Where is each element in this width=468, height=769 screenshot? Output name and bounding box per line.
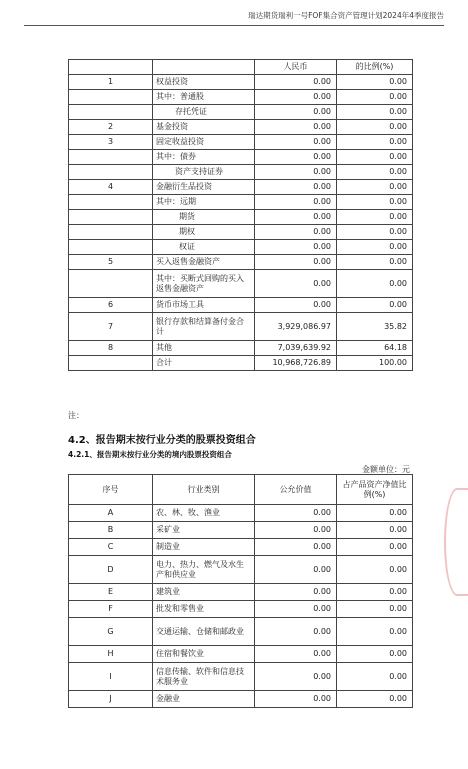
row-seq: 2 <box>69 120 153 135</box>
table-row <box>69 240 413 255</box>
row-category: 电力、热力、燃气及水生产和供应业 <box>153 556 255 584</box>
row-item: 存托凭证 <box>153 105 255 120</box>
row-ratio: 0.00 <box>337 505 413 522</box>
row-seq <box>69 105 153 120</box>
row-ratio: 0.00 <box>337 270 413 298</box>
row-seq <box>69 240 153 255</box>
table-row <box>69 556 413 584</box>
row-ratio: 0.00 <box>337 120 413 135</box>
row-seq: 7 <box>69 313 153 341</box>
table-row <box>69 180 413 195</box>
row-seq: 3 <box>69 135 153 150</box>
row-item: 基金投资 <box>153 120 255 135</box>
subsection-title: 4.2.1、报告期末按行业分类的境内股票投资组合 <box>68 450 232 459</box>
row-code: G <box>69 618 153 646</box>
row-amount: 0.00 <box>255 135 337 150</box>
row-amount: 0.00 <box>255 195 337 210</box>
row-amount: 10,968,726.89 <box>255 356 337 371</box>
row-amount: 0.00 <box>255 105 337 120</box>
row-category: 信息传输、软件和信息技术服务业 <box>153 663 255 691</box>
table-row <box>69 341 413 356</box>
row-item: 金融衍生品投资 <box>153 180 255 195</box>
row-item: 其他 <box>153 341 255 356</box>
row-category: 住宿和餐饮业 <box>153 646 255 663</box>
row-seq <box>69 150 153 165</box>
row-ratio: 0.00 <box>337 165 413 180</box>
row-ratio: 0.00 <box>337 522 413 539</box>
row-code: B <box>69 522 153 539</box>
row-amount: 0.00 <box>255 298 337 313</box>
row-ratio: 0.00 <box>337 584 413 601</box>
table-row <box>69 663 413 691</box>
row-fair-value: 0.00 <box>255 618 337 646</box>
row-item: 其中：买断式回购的买入返售金融资产 <box>153 270 255 298</box>
row-item: 期权 <box>153 225 255 240</box>
row-code: E <box>69 584 153 601</box>
row-ratio: 0.00 <box>337 255 413 270</box>
row-category: 农、林、牧、渔业 <box>153 505 255 522</box>
row-ratio: 0.00 <box>337 240 413 255</box>
row-category: 建筑业 <box>153 584 255 601</box>
row-ratio: 0.00 <box>337 90 413 105</box>
amount-unit: 金额单位：元 <box>362 465 410 474</box>
row-ratio: 0.00 <box>337 691 413 708</box>
row-seq <box>69 195 153 210</box>
row-fair-value: 0.00 <box>255 584 337 601</box>
row-category: 金融业 <box>153 691 255 708</box>
table-row <box>69 270 413 298</box>
row-seq: 5 <box>69 255 153 270</box>
header-fair-value: 公允价值 <box>255 475 337 505</box>
section-title: 4.2、报告期末按行业分类的股票投资组合 <box>68 435 256 446</box>
row-ratio: 0.00 <box>337 75 413 90</box>
row-amount: 0.00 <box>255 120 337 135</box>
row-item: 银行存款和结算备付金合计 <box>153 313 255 341</box>
table-row <box>69 120 413 135</box>
row-code: H <box>69 646 153 663</box>
row-code: A <box>69 505 153 522</box>
row-fair-value: 0.00 <box>255 601 337 618</box>
row-code: F <box>69 601 153 618</box>
seal-stamp <box>444 488 468 596</box>
row-fair-value: 0.00 <box>255 556 337 584</box>
row-seq <box>69 165 153 180</box>
table-row <box>69 539 413 556</box>
row-item: 权证 <box>153 240 255 255</box>
row-fair-value: 0.00 <box>255 646 337 663</box>
row-ratio: 0.00 <box>337 298 413 313</box>
header-item <box>153 60 255 75</box>
table-row <box>69 90 413 105</box>
report-header: 瑞达期货瑞利一号FOF集合资产管理计划2024年4季度报告 <box>248 11 444 20</box>
row-item: 其中：债券 <box>153 150 255 165</box>
table-row <box>69 150 413 165</box>
row-ratio: 0.00 <box>337 663 413 691</box>
row-fair-value: 0.00 <box>255 505 337 522</box>
row-seq: 1 <box>69 75 153 90</box>
row-item: 合计 <box>153 356 255 371</box>
table-row <box>69 105 413 120</box>
row-seq <box>69 90 153 105</box>
row-seq: 6 <box>69 298 153 313</box>
table-row <box>69 165 413 180</box>
row-amount: 0.00 <box>255 180 337 195</box>
row-seq <box>69 270 153 298</box>
asset-allocation-table <box>68 59 413 371</box>
header-divider <box>24 25 444 26</box>
header-seq <box>69 60 153 75</box>
row-code: D <box>69 556 153 584</box>
table-row <box>69 210 413 225</box>
row-ratio: 100.00 <box>337 356 413 371</box>
row-amount: 0.00 <box>255 270 337 298</box>
row-ratio: 0.00 <box>337 601 413 618</box>
row-fair-value: 0.00 <box>255 522 337 539</box>
row-item: 其中：普通股 <box>153 90 255 105</box>
table-row <box>69 601 413 618</box>
row-ratio: 0.00 <box>337 195 413 210</box>
row-amount: 0.00 <box>255 165 337 180</box>
row-item: 买入返售金融资产 <box>153 255 255 270</box>
row-category: 制造业 <box>153 539 255 556</box>
row-amount: 0.00 <box>255 90 337 105</box>
table-row <box>69 618 413 646</box>
row-category: 交通运输、仓储和邮政业 <box>153 618 255 646</box>
row-code: I <box>69 663 153 691</box>
row-fair-value: 0.00 <box>255 539 337 556</box>
row-ratio: 64.18 <box>337 341 413 356</box>
table-row <box>69 584 413 601</box>
row-amount: 0.00 <box>255 150 337 165</box>
table-row <box>69 691 413 708</box>
row-item: 固定收益投资 <box>153 135 255 150</box>
table-row <box>69 195 413 210</box>
table-row <box>69 255 413 270</box>
row-ratio: 0.00 <box>337 135 413 150</box>
header-seq: 序号 <box>69 475 153 505</box>
header-ratio: 的比例(%) <box>337 60 413 75</box>
row-category: 批发和零售业 <box>153 601 255 618</box>
row-amount: 0.00 <box>255 75 337 90</box>
row-amount: 0.00 <box>255 255 337 270</box>
table-row <box>69 356 413 371</box>
row-code: J <box>69 691 153 708</box>
row-ratio: 0.00 <box>337 556 413 584</box>
row-ratio: 0.00 <box>337 180 413 195</box>
table-header-row <box>69 475 413 505</box>
table-row <box>69 225 413 240</box>
header-ratio: 占产品资产净值比例(%) <box>337 475 413 505</box>
row-item: 资产支持证券 <box>153 165 255 180</box>
row-seq <box>69 356 153 371</box>
row-amount: 0.00 <box>255 240 337 255</box>
row-fair-value: 0.00 <box>255 691 337 708</box>
row-ratio: 0.00 <box>337 105 413 120</box>
table-header-row <box>69 60 413 75</box>
row-amount: 3,929,086.97 <box>255 313 337 341</box>
table-row <box>69 313 413 341</box>
row-ratio: 0.00 <box>337 646 413 663</box>
row-ratio: 35.82 <box>337 313 413 341</box>
row-ratio: 0.00 <box>337 210 413 225</box>
row-seq: 4 <box>69 180 153 195</box>
row-ratio: 0.00 <box>337 539 413 556</box>
row-code: C <box>69 539 153 556</box>
row-seq <box>69 225 153 240</box>
row-amount: 7,039,639.92 <box>255 341 337 356</box>
table-row <box>69 646 413 663</box>
table-row <box>69 135 413 150</box>
row-item: 权益投资 <box>153 75 255 90</box>
row-amount: 0.00 <box>255 225 337 240</box>
table-row <box>69 522 413 539</box>
row-fair-value: 0.00 <box>255 663 337 691</box>
row-amount: 0.00 <box>255 210 337 225</box>
industry-table <box>68 474 413 708</box>
header-amount: 人民币 <box>255 60 337 75</box>
row-item: 期货 <box>153 210 255 225</box>
row-ratio: 0.00 <box>337 618 413 646</box>
row-ratio: 0.00 <box>337 225 413 240</box>
row-category: 采矿业 <box>153 522 255 539</box>
row-ratio: 0.00 <box>337 150 413 165</box>
table-row <box>69 505 413 522</box>
row-item: 其中：远期 <box>153 195 255 210</box>
table-row <box>69 298 413 313</box>
row-seq: 8 <box>69 341 153 356</box>
row-seq <box>69 210 153 225</box>
note-label: 注： <box>68 411 84 420</box>
row-item: 货币市场工具 <box>153 298 255 313</box>
header-category: 行业类别 <box>153 475 255 505</box>
table-row <box>69 75 413 90</box>
